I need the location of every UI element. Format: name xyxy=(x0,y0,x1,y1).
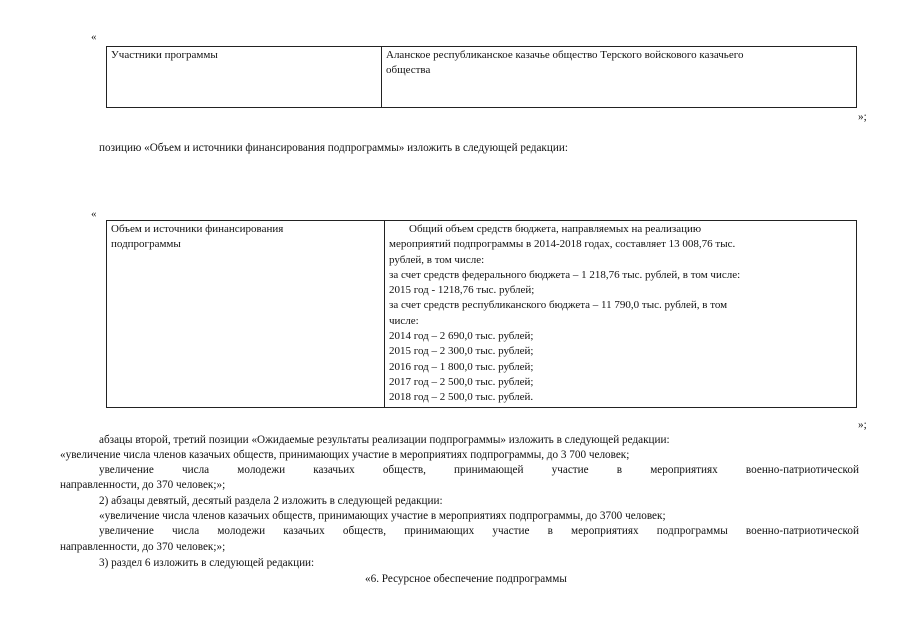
intro-paragraph: позицию «Объем и источники финансирования подпрограммы» изложить в следующей редакции: xyxy=(99,142,568,154)
participants-label: Участники программы xyxy=(111,49,218,61)
funding-row xyxy=(107,221,857,408)
participants-label-cell xyxy=(107,47,382,108)
funding-table xyxy=(106,220,857,408)
funding-value-line: рублей, в том числе: xyxy=(389,253,485,266)
funding-value-line: мероприятий подпрограммы в 2014-2018 годах, составляет 13 008,76 тыс. xyxy=(389,238,736,251)
body-paragraph-1: абзацы второй, третий позиции «Ожидаемые результаты реализации подпрограммы» изложить в следующей редакции: xyxy=(99,434,670,446)
body-paragraph-2: «увеличение числа членов казачьих обществ, принимающих участие в мероприятиях подпрограммы, до 3 700 человек; xyxy=(60,449,630,461)
funding-label-cell xyxy=(107,221,385,408)
funding-value-line: числе: xyxy=(389,314,419,327)
funding-value-line: за счет средств республиканского бюджета – 11 790,0 тыс. рублей, в том xyxy=(389,299,728,312)
funding-value-line: 2017 год – 2 500,0 тыс. рублей; xyxy=(389,375,534,388)
funding-value-line: 2015 год – 2 300,0 тыс. рублей; xyxy=(389,345,534,358)
close-quote-semicolon: »; xyxy=(858,111,867,123)
participants-value-cell xyxy=(382,47,857,108)
body-paragraph-6-line-2: направленности, до 370 человек;»; xyxy=(60,541,226,553)
open-quote-mark: « xyxy=(91,208,97,220)
funding-label-line: подпрограммы xyxy=(111,238,181,251)
funding-value-line: 2016 год – 1 800,0 тыс. рублей; xyxy=(389,360,534,373)
funding-value-line: 2014 год – 2 690,0 тыс. рублей; xyxy=(389,330,534,343)
funding-value-line: 2015 год - 1218,76 тыс. рублей; xyxy=(389,284,535,297)
participants-value-line: Аланское республиканское казачье общество Терского войскового казачьего xyxy=(386,49,744,61)
funding-value-line: Общий объем средств бюджета, направляемых на реализацию xyxy=(409,223,702,235)
body-paragraph-3-line-2: направленности, до 370 человек;»; xyxy=(60,479,226,491)
body-paragraph-7: 3) раздел 6 изложить в следующей редакции: xyxy=(99,557,315,569)
funding-value-line: 2018 год – 2 500,0 тыс. рублей. xyxy=(389,391,534,404)
body-paragraph-3-line-1: увеличение числа молодежи казачьих обществ, принимающей участие в мероприятиях военно-патриотической xyxy=(99,464,859,476)
open-quote-mark: « xyxy=(91,31,97,43)
body-paragraph-4: 2) абзацы девятый, десятый раздела 2 изложить в следующей редакции: xyxy=(99,495,443,507)
section-heading: «6. Ресурсное обеспечение подпрограммы xyxy=(365,573,567,585)
participants-value-line: общества xyxy=(386,64,431,77)
body-paragraph-6-line-1: увеличение числа молодежи казачьих обществ, принимающих участие в мероприятиях подпрограммы военно-патриотической xyxy=(99,525,859,537)
participants-row xyxy=(107,47,857,108)
close-quote-semicolon: »; xyxy=(858,419,867,431)
participants-table xyxy=(106,46,857,108)
funding-value-cell xyxy=(385,221,857,408)
body-paragraph-5: «увеличение числа членов казачьих обществ, принимающих участие в мероприятиях подпрограммы, до 3700 человек; xyxy=(99,510,666,522)
funding-label-line: Объем и источники финансирования xyxy=(111,223,284,235)
funding-value-line: за счет средств федерального бюджета – 1 218,76 тыс. рублей, в том числе: xyxy=(389,268,741,281)
